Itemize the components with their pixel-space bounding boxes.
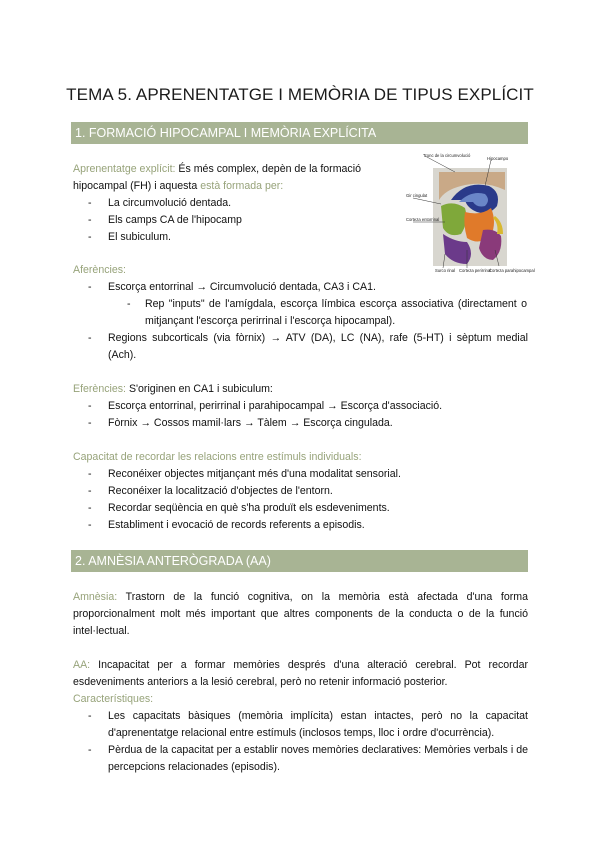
list-item: - Fòrnix → Cossos mamil·lars → Tàlem → Escorça cingulada. (88, 415, 528, 432)
intro-label-b: està formada per: (200, 180, 284, 192)
list-item: - La circumvolució dentada. (88, 195, 398, 212)
list-item: - Reconéixer la localització d'objectes de l'entorn. (88, 483, 528, 500)
list-item: - El subiculum. (88, 229, 398, 246)
figure-label: Tronc de la circumvolució (423, 153, 471, 158)
aa-text: Incapacitat per a formar memòries després d'una alteració cerebral. Pot recordar esdeveniments anteriors a la lesió cerebral, però no retenir informació posterior. (73, 659, 528, 688)
intro-text-a: És més complex, depèn de la formació (175, 163, 361, 175)
list-item: - Regions subcorticals (via fòrnix) → ATV (DA), LC (NA), rafe (5-HT) i sèptum medial (Ach). (88, 330, 528, 364)
figure-label: Corteza entorrinal (406, 217, 440, 222)
amnesia-paragraph (73, 589, 528, 640)
efferents-list (88, 398, 528, 432)
section-heading-1: 1. FORMACIÓ HIPOCAMPAL I MEMÒRIA EXPLÍCITA (71, 122, 528, 144)
section-heading-2: 2. AMNÈSIA ANTERÒGRADA (AA) (71, 550, 528, 572)
capacity-paragraph (73, 449, 528, 466)
intro-label: Aprenentatge explícit: (73, 163, 176, 175)
capacity-list (88, 466, 528, 534)
list-item: - Recordar seqüència en què s'ha produït els esdeveniments. (88, 500, 528, 517)
aa-paragraph (73, 657, 528, 708)
efferents-label: Eferències: (73, 383, 126, 395)
list-item: - Els camps CA de l'hipocamp (88, 212, 398, 229)
list-item: - Reconéixer objectes mitjançant més d'una modalitat sensorial. (88, 466, 528, 483)
efferents-paragraph (73, 381, 528, 398)
list-item: - Establiment i evocació de records referents a episodis. (88, 517, 528, 534)
aa-label: AA: (73, 659, 91, 671)
figure-label: Surco rinal (435, 268, 456, 273)
components-list (88, 195, 398, 246)
intro-text-b: hipocampal (FH) i aquesta (73, 180, 201, 192)
capacity-label: Capacitat de recordar les relacions entre estímuls individuals: (73, 451, 362, 463)
figure-label: Corteza perirrinal (459, 268, 492, 273)
intro-paragraph (73, 161, 403, 195)
features-label: Característiques: (73, 693, 154, 705)
amnesia-text: Trastorn de la funció cognitiva, on la memòria està afectada d'una forma proporcionalment molt més important que altres components de la conducta o de la funció intel·lectual. (73, 591, 528, 637)
efferents-text: S'originen en CA1 i subiculum: (126, 383, 273, 395)
list-item: - Rep "inputs" de l'amígdala, escorça límbica escorça associativa (directament o mitjançant l'escorça perirrinal i l'escorça hipocampal). (127, 296, 527, 330)
afferents-heading: Aferències: (73, 264, 126, 276)
figure-label: Corteza parahipocampal (489, 268, 535, 273)
features-list (88, 708, 528, 776)
figure-label: Hipocampo (487, 156, 509, 161)
afferents-label (73, 262, 528, 279)
figure-label: Gir cingulat (406, 193, 428, 198)
list-item: - Les capacitats bàsiques (memòria implícita) estan intactes, però no la capacitat d'aprenentatge relacional entre estímuls (inclosos temps, lloc i ordre d'ocurrència). (88, 708, 528, 742)
list-item: - Escorça entorrinal, perirrinal i parahipocampal → Escorça d'associació. (88, 398, 528, 415)
list-item: - Escorça entorrinal → Circumvolució dentada, CA3 i CA1. (88, 279, 528, 296)
page-title: TEMA 5. APRENENTATGE I MEMÒRIA DE TIPUS EXPLÍCIT (66, 85, 534, 104)
amnesia-label: Amnèsia: (73, 591, 118, 603)
afferents-list-2 (88, 330, 528, 364)
afferents-list-1 (88, 279, 528, 296)
afferents-sublist (127, 296, 527, 330)
list-item: - Pèrdua de la capacitat per a establir noves memòries declaratives: Memòries verbals i de percepcions relacionades (episodis). (88, 742, 528, 776)
hippocampus-figure (405, 150, 535, 274)
